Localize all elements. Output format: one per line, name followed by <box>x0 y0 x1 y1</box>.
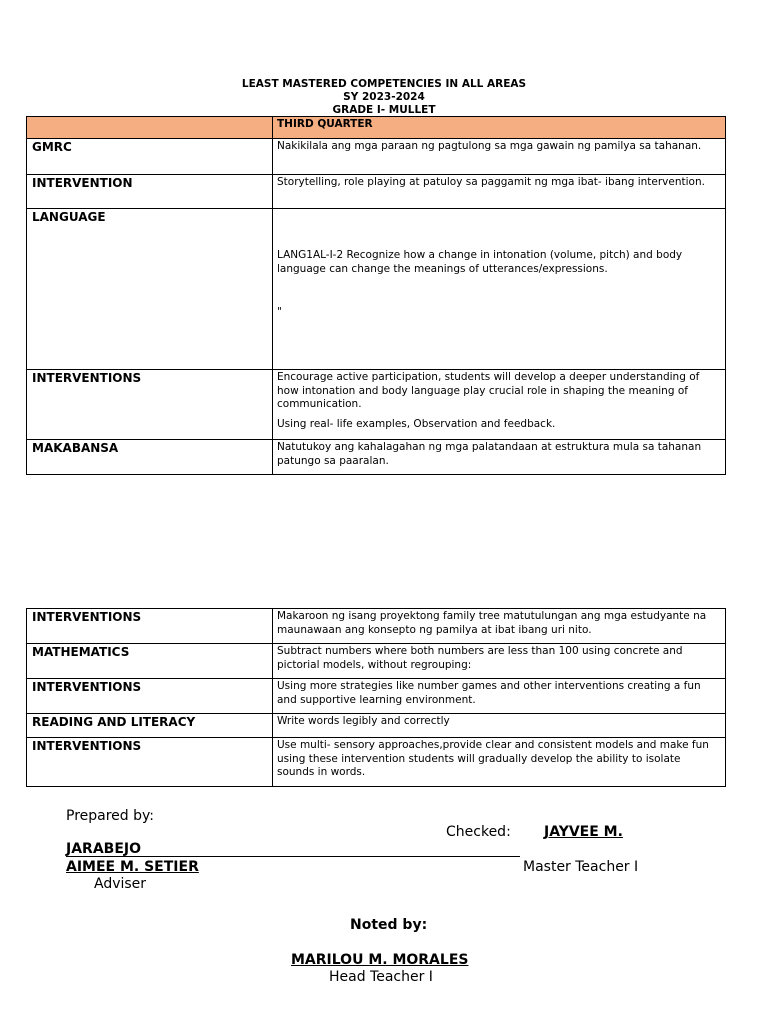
description-cell <box>273 440 726 475</box>
header-blank-cell <box>27 117 273 139</box>
table-row <box>27 440 726 475</box>
description-text: Subtract numbers where both numbers are less than 100 using concrete and pictorial models, without regrouping: <box>277 645 683 671</box>
description-cell <box>273 209 726 370</box>
description-cell <box>273 679 726 714</box>
description-text: Write words legibly and correctly <box>277 715 450 727</box>
area-cell: INTERVENTION <box>27 175 273 209</box>
description-text: Encourage active participation, students will develop a deeper understanding of how intonation and body language play crucial role in shaping the meaning of communication. <box>277 371 700 410</box>
title-grade: GRADE I- MULLET <box>332 104 436 116</box>
area-cell: READING AND LITERACY <box>27 714 273 738</box>
table-row <box>27 714 726 738</box>
description-cell <box>273 175 726 209</box>
description-cell <box>273 139 726 175</box>
table-row <box>27 209 726 370</box>
area-cell: INTERVENTIONS <box>27 679 273 714</box>
area-cell: LANGUAGE <box>27 209 273 370</box>
table-row <box>27 139 726 175</box>
description-text: Using more strategies like number games and other interventions creating a fun and supportive learning environment. <box>277 680 701 706</box>
prepared-by-label: Prepared by: <box>66 808 154 824</box>
table-row <box>27 370 726 440</box>
noted-by-label: Noted by: <box>350 917 428 933</box>
checked-name-last: JARABEJO <box>66 841 142 857</box>
area-cell: GMRC <box>27 139 273 175</box>
description-cell <box>273 609 726 644</box>
title-school-year: SY 2023-2024 <box>343 91 425 103</box>
signature-line <box>66 856 520 857</box>
table-row <box>27 609 726 644</box>
competency-table-part1 <box>26 116 726 475</box>
table-header-row <box>27 117 726 139</box>
competency-table-part2 <box>26 608 726 787</box>
adviser-name: AIMEE M. SETIER <box>66 859 199 875</box>
head-teacher-name: MARILOU M. MORALES <box>291 952 469 968</box>
table-row <box>27 738 726 787</box>
description-cell <box>273 644 726 679</box>
description-text: Using real- life examples, Observation and feedback. <box>277 417 556 430</box>
description-cell <box>273 370 726 440</box>
description-text: " <box>277 306 282 318</box>
master-teacher-title: Master Teacher I <box>523 859 639 875</box>
area-cell: MAKABANSA <box>27 440 273 475</box>
description-text: Natutukoy ang kahalagahan ng mga palatandaan at estruktura mula sa tahanan patungo sa paaralan. <box>277 441 702 467</box>
description-text: Storytelling, role playing at patuloy sa paggamit ng mga ibat- ibang intervention. <box>277 176 705 188</box>
checked-name-first: JAYVEE M. <box>544 824 623 840</box>
description-cell <box>273 714 726 738</box>
description-cell <box>273 738 726 787</box>
document-title <box>0 78 768 117</box>
area-cell: INTERVENTIONS <box>27 738 273 787</box>
title-main: LEAST MASTERED COMPETENCIES IN ALL AREAS <box>241 78 527 90</box>
area-cell: MATHEMATICS <box>27 644 273 679</box>
area-cell: INTERVENTIONS <box>27 609 273 644</box>
description-text: Makaroon ng isang proyektong family tree matutulungan ang mga estudyante na maunawaan ang konsepto ng pamilya at ibat ibang uri nito. <box>277 610 707 636</box>
table-row <box>27 679 726 714</box>
description-text: Use multi- sensory approaches,provide clear and consistent models and make fun using these intervention students will gradually develop the ability to isolate sounds in words. <box>277 739 709 778</box>
quarter-header: THIRD QUARTER <box>273 117 726 139</box>
table-row <box>27 644 726 679</box>
table-row <box>27 175 726 209</box>
head-teacher-title: Head Teacher I <box>329 969 433 985</box>
description-text: Nakikilala ang mga paraan ng pagtulong sa mga gawain ng pamilya sa tahanan. <box>277 140 702 152</box>
description-text: LANG1AL-I-2 Recognize how a change in intonation (volume, pitch) and body language can change the meanings of utterances/expressions. <box>277 249 683 275</box>
adviser-title: Adviser <box>94 876 147 892</box>
checked-label: Checked: <box>446 824 511 840</box>
area-cell: INTERVENTIONS <box>27 370 273 440</box>
